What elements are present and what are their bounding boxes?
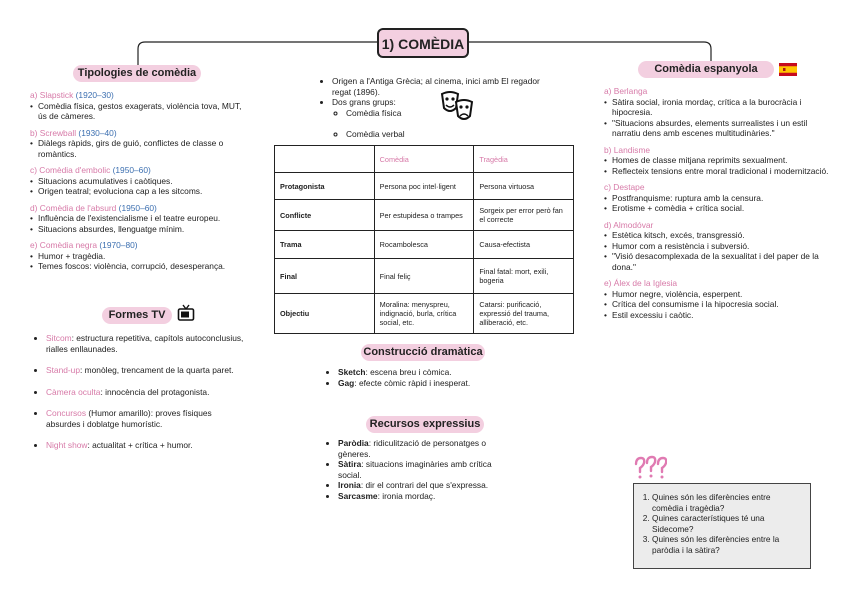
construccio-gag xyxy=(338,378,526,389)
table-cell: Catarsi: purificació, expressió del trauma, alliberació, etc. xyxy=(474,294,574,334)
recursos-label: Recursos expressius xyxy=(366,416,484,433)
table-row-label: Final xyxy=(275,259,375,294)
recurs-sarcasme xyxy=(338,491,516,502)
recursos-section xyxy=(326,438,516,501)
intro-origin: • Origen a l'Antiga Grècia; al cinema, inici amb El regador regat (1896). xyxy=(332,76,540,97)
table-row-label: Trama xyxy=(275,231,375,259)
espanyola-line: • Sàtira social, ironia mordaç, crítica a la burocràcia i hipocresia. xyxy=(612,97,830,118)
espanyola-berlanga xyxy=(604,86,830,139)
espanyola-name: d) Almodóvar xyxy=(604,219,654,230)
recurs-text: : dir el contrari del que s'expressa. xyxy=(360,480,489,490)
espanyola-name: e) Álex de la Iglesia xyxy=(604,278,678,288)
espanyola-name: b) Landisme xyxy=(604,144,651,155)
espanyola-almodovar xyxy=(604,220,830,273)
table-cell: Per estupidesa o trampes xyxy=(374,200,474,231)
table-row xyxy=(275,259,574,294)
espanyola-name: c) Destape xyxy=(604,182,645,192)
table-row-label: Protagonista xyxy=(275,173,375,200)
intro-groups: Dos grans grups: xyxy=(332,97,396,107)
question-item: 1. Quines són les diferències entre comèdia i tragèdia? xyxy=(652,492,804,513)
table-row-label: Conflicte xyxy=(275,200,375,231)
intro-section xyxy=(320,76,540,151)
tipology-line: • Situacions absurdes, llenguatge mínim. xyxy=(38,224,252,235)
table-cell: Persona poc intel·ligent xyxy=(374,173,474,200)
tipology-name: e) Comèdia negra xyxy=(30,240,98,250)
recurs-term: Paròdia xyxy=(338,438,369,448)
tipology-years: (1950–60) xyxy=(112,165,151,175)
tipology-screwball xyxy=(30,128,252,160)
table-header-row xyxy=(275,146,574,173)
construccio-label: Construcció dramàtica xyxy=(361,344,485,361)
espanyola-line: • Humor negre, violència, esperpent. xyxy=(612,289,830,300)
comparison-table xyxy=(274,145,574,334)
espanyola-line: • Humor com a resistència i subversió. xyxy=(612,241,830,252)
espanyola-line: • "Visió desacomplexada de la sexualitat i del paper de la dona." xyxy=(612,251,830,272)
main-title: 1) COMÈDIA xyxy=(377,28,469,58)
table-row xyxy=(275,200,574,231)
construccio-section xyxy=(326,367,526,388)
espanyola-label: Comèdia espanyola xyxy=(638,61,774,78)
tipology-line: • Situacions acumulatives i caòtiques. xyxy=(38,176,252,187)
table-cell: Sorgeix per error però fan el correcte xyxy=(474,200,574,231)
table-corner xyxy=(275,146,375,173)
construccio-term: Gag xyxy=(338,377,355,388)
espanyola-line: • Erotisme + comèdia + crítica social. xyxy=(612,203,830,214)
table-header-tragedia: Tragèdia xyxy=(474,146,574,173)
espanyola-line: • "Situacions absurdes, elements surrealistes i un estil narratiu dens amb escenes multitudinàries." xyxy=(612,118,830,139)
forma-term: Concursos xyxy=(46,408,87,418)
table-header-comedia: Comèdia xyxy=(374,146,474,173)
recurs-satira xyxy=(338,459,516,480)
tipology-name: d) Comèdia de l'absurd xyxy=(30,202,117,213)
espanyola-section xyxy=(604,86,830,320)
formes-tv-label: Formes TV xyxy=(102,307,172,324)
recurs-text: : ridiculització de personatges o gèneres. xyxy=(338,438,487,459)
forma-term: Càmera oculta xyxy=(46,386,101,397)
forma-text: (Humor amarillo): proves físiques absurdes i doblatge humorístic. xyxy=(46,408,212,429)
table-row xyxy=(275,231,574,259)
intro-sub-fisica: ◦ Comèdia física xyxy=(346,108,540,119)
tipology-line: • Influència de l'existencialisme i el teatre europeu. xyxy=(38,213,252,224)
table-cell: Causa-efectista xyxy=(474,231,574,259)
recurs-ironia xyxy=(338,480,516,491)
espanyola-name: a) Berlanga xyxy=(604,86,648,96)
construccio-text: : escena breu i còmica. xyxy=(365,367,452,377)
tipology-line: • Origen teatral; evoluciona cap a les sitcoms. xyxy=(38,186,252,197)
intro-sub-verbal: ◦ Comèdia verbal xyxy=(346,129,540,140)
forma-term: Sitcom xyxy=(46,333,72,343)
table-row xyxy=(275,294,574,334)
forma-text: : actualitat + crítica + humor. xyxy=(87,440,193,450)
recurs-text: : ironia mordaç. xyxy=(377,490,436,501)
table-cell: Final feliç xyxy=(374,259,474,294)
construccio-sketch xyxy=(338,367,526,378)
espanyola-line: • Homes de classe mitjana reprimits sexualment. xyxy=(612,155,830,166)
table-cell: Rocambolesca xyxy=(374,231,474,259)
espanyola-line: • Crítica del consumisme i la hipocresia social. xyxy=(612,299,830,310)
tipology-name: a) Slapstick xyxy=(30,90,74,100)
espanyola-line: • Estètica kitsch, excés, transgressió. xyxy=(612,230,830,241)
recurs-parodia xyxy=(338,438,516,459)
espanyola-line: • Reflecteix tensions entre moral tradicional i modernització. xyxy=(612,166,830,177)
tipologies-section xyxy=(30,90,252,272)
forma-standup xyxy=(46,365,246,376)
recurs-term: Sàtira xyxy=(338,459,362,469)
tipology-years: (1950–60) xyxy=(118,202,157,213)
tipology-name: c) Comèdia d'embolic xyxy=(30,165,111,175)
question-item: 3. Quines són les diferències entre la paròdia i la sàtira? xyxy=(652,534,804,555)
tipology-line: • Comèdia física, gestos exagerats, violència tova, MUT, ús de càmeres. xyxy=(38,101,252,122)
tipology-years: (1970–80) xyxy=(99,240,138,250)
construccio-text: : efecte còmic ràpid i inesperat. xyxy=(354,377,471,388)
tv-icon xyxy=(177,304,195,322)
tipology-line: • Diàlegs ràpids, girs de guió, conflictes de classe o romàntics. xyxy=(38,138,252,159)
formes-section xyxy=(32,333,246,462)
forma-nightshow xyxy=(46,440,246,451)
table-row xyxy=(275,173,574,200)
forma-text: : estructura repetitiva, capítols autoconclusius, rialles enllaunades. xyxy=(46,333,244,354)
forma-term: Stand-up xyxy=(46,365,80,375)
forma-text: : innocència del protagonista. xyxy=(100,386,210,397)
tipology-line: • Temes foscos: violència, corrupció, desesperança. xyxy=(38,261,252,272)
tipology-name: b) Screwball xyxy=(30,127,77,138)
tipology-slapstick xyxy=(30,90,252,122)
theatre-masks-icon xyxy=(440,88,474,124)
espanyola-alex xyxy=(604,278,830,320)
tipology-absurd xyxy=(30,203,252,235)
espanyola-destape xyxy=(604,182,830,214)
espanyola-landisme xyxy=(604,145,830,177)
table-cell: Moralina: menyspreu, indignació, burla, crítica social, etc. xyxy=(374,294,474,334)
espanyola-line: • Estil excessiu i caòtic. xyxy=(612,310,830,321)
recurs-term: Ironia xyxy=(338,480,361,490)
tipology-negra xyxy=(30,240,252,272)
recurs-text: : situacions imaginàries amb crítica social. xyxy=(338,459,492,480)
spain-flag-icon xyxy=(779,63,797,76)
tipology-line: • Humor + tragèdia. xyxy=(38,251,252,262)
forma-term: Night show xyxy=(46,440,88,450)
recurs-term: Sarcasme xyxy=(338,490,378,501)
table-cell: Final fatal: mort, exili, bogeria xyxy=(474,259,574,294)
forma-concursos xyxy=(46,408,246,429)
tipology-years: (1930–40) xyxy=(78,127,117,138)
question-item: 2. Quines característiques té una Sidecome? xyxy=(652,513,804,534)
question-marks-icon xyxy=(633,455,667,481)
table-cell: Persona virtuosa xyxy=(474,173,574,200)
forma-text: : monòleg, trencament de la quarta paret. xyxy=(80,365,234,375)
table-row-label: Objectiu xyxy=(275,294,375,334)
tipologies-label: Tipologies de comèdia xyxy=(73,65,201,82)
forma-sitcom xyxy=(46,333,246,354)
tipology-years: (1920–30) xyxy=(75,90,114,100)
construccio-term: Sketch xyxy=(338,367,366,377)
tipology-embolic xyxy=(30,165,252,197)
espanyola-line: • Postfranquisme: ruptura amb la censura. xyxy=(612,193,830,204)
forma-camera xyxy=(46,387,246,398)
questions-box xyxy=(633,483,811,569)
